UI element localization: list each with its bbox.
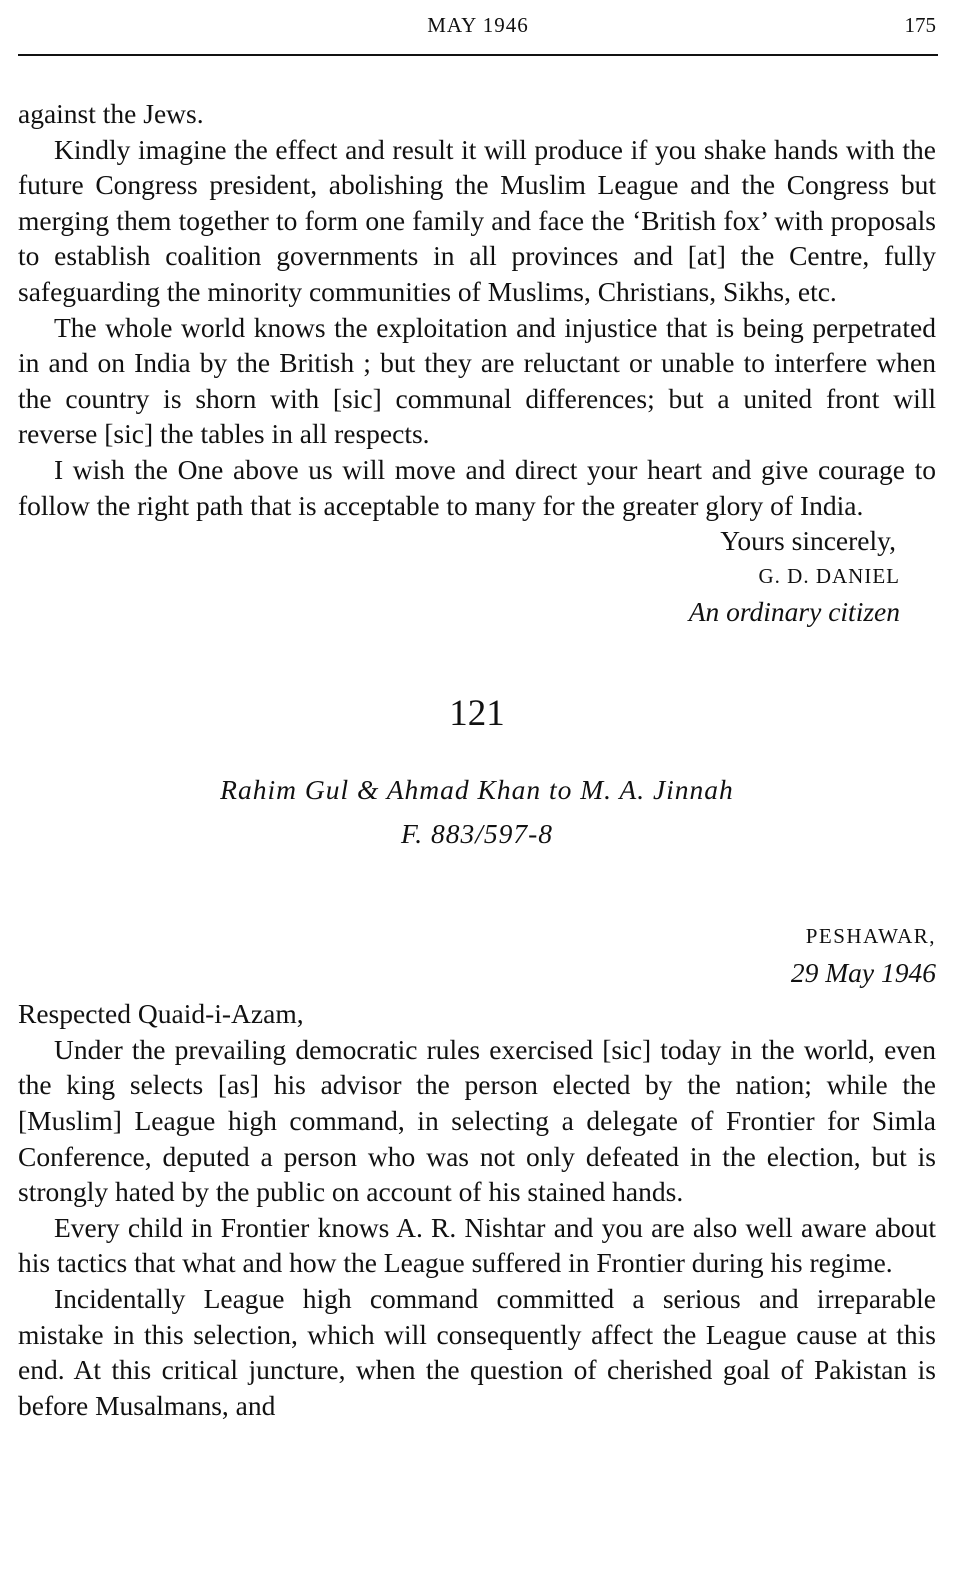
- signatory-role: An ordinary citizen: [688, 596, 900, 628]
- document-121: [18, 692, 936, 1424]
- paragraph: The whole world knows the exploitation and injustice that is being perpetrated in and on India by the British ; but they are reluctant or unable to interfere when the country is shorn with [sic] communal differences; but a united front will reverse [sic] the tables in all respects.: [18, 311, 936, 450]
- salutation: Respected Quaid-i-Azam,: [18, 998, 304, 1030]
- paragraph: Incidentally League high command committed a serious and irreparable mistake in this selection, which will consequently affect the League cause at this end. At this critical juncture, when the question of cherished goal of Pakistan is before Musalmans, and: [18, 1283, 936, 1421]
- closing-line: Yours sincerely,: [720, 525, 896, 557]
- letter-place: PESHAWAR,: [805, 924, 936, 949]
- document-reference: F. 883/597-8: [400, 817, 554, 849]
- page-header: [18, 10, 938, 56]
- running-head: MAY 1946: [427, 13, 529, 37]
- paragraph: Under the prevailing democratic rules exercised [sic] today in the world, even the king selects [as] his advisor the person elected by the nation; while the [Muslim] League high command, in selecting a delegate of Frontier for Simla Conference, deputed a person who was not only defeated in the election, but is strongly hated by the public on account of his stained hands.: [18, 1033, 936, 1208]
- page-body: [18, 96, 936, 1423]
- paragraph: I wish the One above us will move and direct your heart and give courage to follow the right path that is acceptable to many for the greater glory of India.: [18, 453, 936, 521]
- paragraph: Kindly imagine the effect and result it will produce if you shake hands with the future Congress president, abolishing the Muslim League and the Congress but merging them together to form one family and face the ‘British fox’ with proposals to establish coalition governments in all provinces and [at] the Centre, fully safeguarding the minority communities of Muslims, Christians, Sikhs, etc.: [18, 133, 936, 307]
- place-and-date: [18, 919, 936, 990]
- document-number: 121: [449, 692, 505, 734]
- signatory-name: G. D. DANIEL: [758, 563, 900, 588]
- document-120-continuation: [18, 96, 936, 630]
- letter-date: 29 May 1946: [790, 956, 936, 988]
- document-title: Rahim Gul & Ahmad Khan to M. A. Jinnah: [220, 773, 734, 805]
- paragraph: Every child in Frontier knows A. R. Nishtar and you are also well aware about his tactics that what and how the League suffered in Frontier during his regime.: [18, 1211, 936, 1279]
- paragraph: against the Jews.: [18, 98, 204, 129]
- page-number: 175: [904, 13, 936, 37]
- signature-block: [18, 523, 936, 630]
